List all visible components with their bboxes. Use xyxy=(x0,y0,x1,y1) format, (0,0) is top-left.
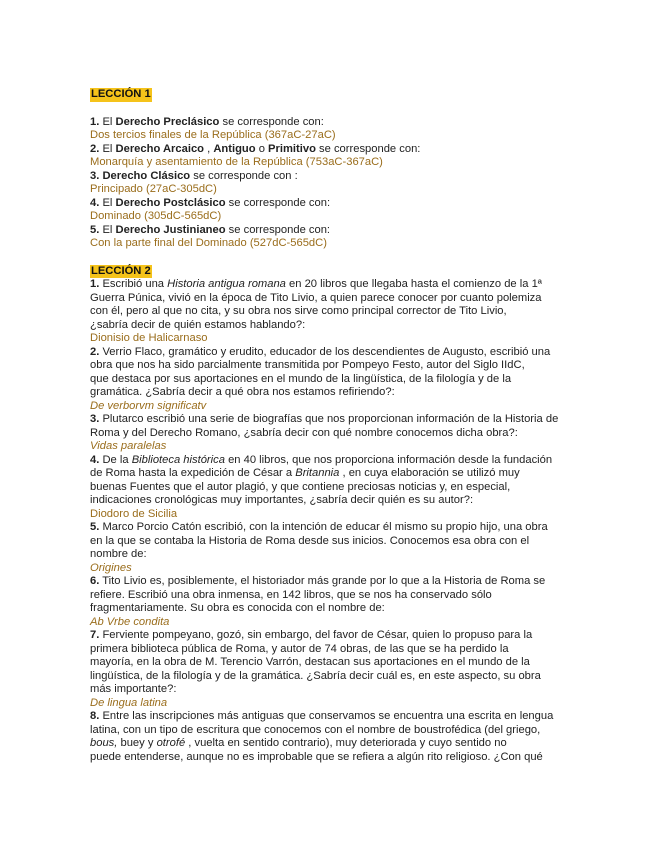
question-2-5: 5. Marco Porcio Catón escribió, con la intención de educar él mismo su propio hijo, una obra en la que se contaba la Historia de Roma desde sus inicios. Conocemos esa obra con el nombre de: xyxy=(90,521,548,560)
answer-1-2: Monarquía y asentamiento de la República (753aC-367aC) xyxy=(90,156,383,168)
question-1-1: 1. El Derecho Preclásico se corresponde con: xyxy=(90,115,324,128)
answer-2-4: Diodoro de Sicilia xyxy=(90,507,178,520)
lesson-heading: LECCIÓN 2 xyxy=(91,264,151,277)
question-2-7: 7. Ferviente pompeyano, gozó, sin embargo, del favor de César, quien lo propuso para la primera biblioteca pública de Roma, y autor de 74 obras, de las que se ha perdido la mayoría, en la obra de M. Terencio Varrón, destacan sus aportaciones en el mundo de la lingüística, de la filología y de la gramática. ¿Sabría decir cuál es, en este aspecto, su obra más importante?: xyxy=(90,629,541,695)
answer-1-4: Dominado (305dC-565dC) xyxy=(90,210,222,222)
answer-1-5: Con la parte final del Dominado (527dC-565dC) xyxy=(90,237,327,249)
question-1-5: 5. El Derecho Justinianeo se corresponde con: xyxy=(90,223,331,236)
lesson-heading: LECCIÓN 1 xyxy=(91,88,151,100)
question-2-8: 8. Entre las inscripciones más antiguas que conservamos se encuentra una escrita en lengua latina, con un tipo de escritura que conocemos con el nombre de boustrofédica (del griego, bous, buey y otrofé , vuelta en sentido contrario), muy deteriorada y cuyo sentido no puede entenderse, aunque no es improbable que se refiera a algún rito religioso. ¿Con qué xyxy=(90,710,554,763)
question-2-6: 6. Tito Livio es, posiblemente, el historiador más grande por lo que a la Historia de Roma se refiere. Escribió una obra inmensa, en 142 libros, que se nos ha conservado sólo fragmentariamente. Su obra es conocida con el nombre de: xyxy=(90,575,546,614)
document-page xyxy=(90,88,560,764)
question-1-3: 3. Derecho Clásico se corresponde con : xyxy=(90,169,298,182)
answer-1-1: Dos tercios finales de la República (367aC-27aC) xyxy=(90,129,336,141)
lesson-2-heading xyxy=(90,265,560,279)
question-2-3: 3. Plutarco escribió una serie de biografías que nos proporcionan información de la Historia de Roma y del Derecho Romano, ¿sabría decir con qué nombre conocemos dicha obra?: xyxy=(90,413,559,439)
answer-2-6: Ab Vrbe condita xyxy=(90,615,170,628)
answer-2-7: De lingua latina xyxy=(90,696,168,709)
question-2-2: 2. Verrio Flaco, gramático y erudito, educador de los descendientes de Augusto, escribió una obra que nos ha sido parcialmente transmitida por Pompeyo Festo, autor del Siglo IIdC, que destaca por sus aportaciones en el mundo de la lingüística, de la filología y de la gramática. ¿Sabría decir a qué obra nos estamos refiriendo?: xyxy=(90,345,551,398)
question-1-2: 2. El Derecho Arcaico , Antiguo o Primitivo se corresponde con: xyxy=(90,142,421,155)
answer-2-5: Origines xyxy=(90,561,132,574)
answer-2-2: De verborvm significatv xyxy=(90,399,207,412)
answer-1-3: Principado (27aC-305dC) xyxy=(90,183,217,195)
question-2-1: 1. Escribió una Historia antigua romana en 20 libros que llegaba hasta el comienzo de la 1ª Guerra Púnica, vivió en la época de Tito Livio, a quien parece conocer por cuanto polemiza con él, pero al que no cita, y su obra nos sirve como principal corrector de Tito Livio, ¿sabría decir de quién estamos hablando?: xyxy=(90,278,542,331)
answer-2-3: Vidas paralelas xyxy=(90,440,167,452)
question-2-4: 4. De la Biblioteca histórica en 40 libros, que nos proporciona información desde la fundación de Roma hasta la expedición de César a Britannia , en cuya elaboración se utilizó muy buenas Fuentes que el autor plagió, y que contiene preciosas noticias y, en especial, indicaciones cronológicas muy importantes, ¿sabría decir quién es su autor?: xyxy=(90,453,553,506)
answer-2-1: Dionisio de Halicarnaso xyxy=(90,332,208,344)
question-1-4: 4. El Derecho Postclásico se corresponde con: xyxy=(90,196,331,209)
lesson-1-heading xyxy=(90,88,560,102)
